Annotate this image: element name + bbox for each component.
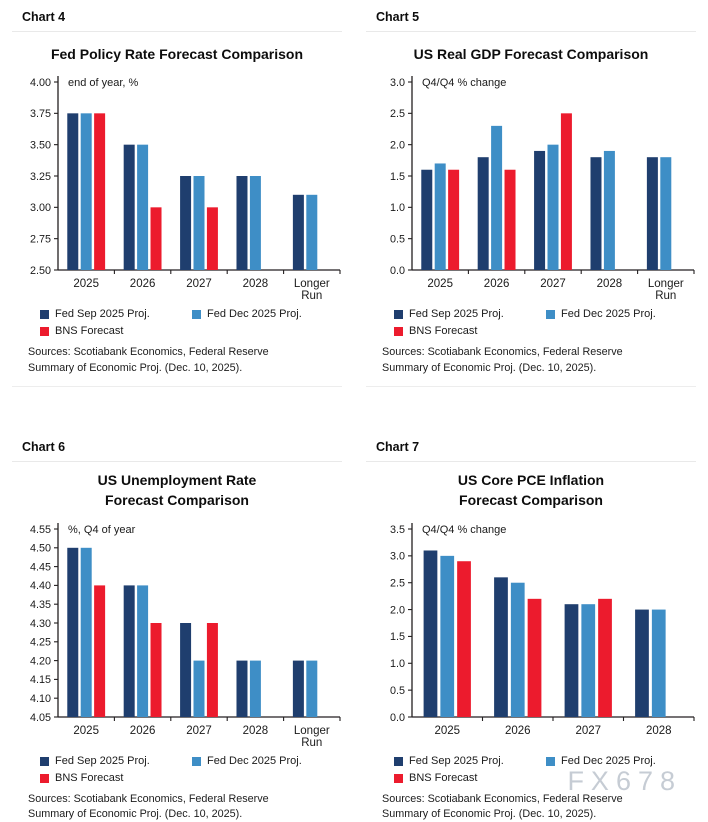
divider — [12, 386, 342, 387]
svg-text:4.20: 4.20 — [29, 654, 51, 667]
svg-text:2028: 2028 — [242, 724, 269, 737]
svg-text:1.0: 1.0 — [389, 202, 405, 215]
svg-text:2025: 2025 — [427, 278, 453, 291]
svg-text:2026: 2026 — [129, 278, 156, 291]
svg-text:4.55: 4.55 — [29, 523, 51, 536]
legend-label: Fed Dec 2025 Proj. — [561, 308, 656, 321]
fed-dec-swatch-icon — [546, 757, 555, 766]
legend-item-bns — [394, 770, 477, 787]
bns-swatch-icon — [40, 327, 49, 336]
fed-sep-swatch-icon — [40, 310, 49, 319]
bns-swatch-icon — [40, 774, 49, 783]
svg-text:2028: 2028 — [596, 278, 623, 291]
sources-note: Sources: Scotiabank Economics, Federal Reserve Summary of Economic Proj. (Dec. 10, 2025). — [382, 346, 623, 374]
svg-text:2.5: 2.5 — [389, 577, 405, 590]
divider — [366, 386, 696, 387]
legend-label: BNS Forecast — [55, 771, 124, 784]
svg-text:LongerRun: Longer Run — [647, 278, 684, 303]
legend-label: BNS Forecast — [409, 771, 478, 784]
svg-text:4.00: 4.00 — [29, 77, 51, 90]
fed-policy-rate-bar-chart — [14, 66, 346, 306]
svg-text:0.0: 0.0 — [389, 265, 405, 278]
svg-text:LongerRun: Longer Run — [293, 724, 330, 749]
legend-item-fed-sep — [394, 306, 546, 323]
svg-text:0.5: 0.5 — [389, 684, 405, 697]
svg-text:3.50: 3.50 — [29, 139, 51, 152]
chart4-panel — [0, 0, 354, 430]
chart7-panel — [354, 430, 708, 820]
svg-text:3.0: 3.0 — [389, 77, 405, 90]
chart4-tag: Chart 4 — [22, 10, 66, 24]
legend-label: Fed Sep 2025 Proj. — [409, 308, 504, 321]
fed-sep-swatch-icon — [394, 310, 403, 319]
chart5-tag: Chart 5 — [376, 10, 420, 24]
real-gdp-bar-chart — [368, 66, 700, 306]
svg-text:4.50: 4.50 — [29, 542, 51, 555]
svg-text:2.5: 2.5 — [389, 108, 405, 121]
svg-text:2.75: 2.75 — [29, 233, 51, 246]
legend-item-fed-dec — [546, 306, 656, 323]
svg-text:3.00: 3.00 — [29, 202, 51, 215]
svg-text:4.35: 4.35 — [29, 598, 51, 611]
svg-text:0.0: 0.0 — [389, 711, 405, 724]
fed-sep-swatch-icon — [394, 757, 403, 766]
svg-text:2.0: 2.0 — [389, 603, 405, 616]
legend-item-bns — [40, 323, 123, 340]
core-pce-inflation-bar-chart — [368, 513, 700, 753]
svg-text:2028: 2028 — [242, 278, 269, 291]
svg-text:3.25: 3.25 — [29, 171, 51, 184]
svg-text:2.0: 2.0 — [389, 139, 405, 152]
svg-text:4.30: 4.30 — [29, 617, 51, 630]
chart7-tag: Chart 7 — [376, 440, 420, 454]
legend-label: Fed Sep 2025 Proj. — [409, 754, 504, 767]
svg-text:4.45: 4.45 — [29, 560, 51, 573]
legend — [366, 306, 696, 340]
svg-text:end of year, %: end of year, % — [68, 77, 139, 90]
divider — [12, 31, 342, 32]
svg-text:4.40: 4.40 — [29, 579, 51, 592]
legend-label: BNS Forecast — [409, 325, 478, 338]
legend-item-fed-dec — [192, 306, 302, 323]
divider — [366, 461, 696, 462]
legend-label: Fed Sep 2025 Proj. — [55, 308, 150, 321]
svg-text:4.15: 4.15 — [29, 673, 51, 686]
bns-swatch-icon — [394, 774, 403, 783]
legend-item-fed-dec — [546, 753, 656, 770]
sources-note: Sources: Scotiabank Economics, Federal Reserve Summary of Economic Proj. (Dec. 10, 2025). — [382, 792, 623, 820]
sources-note: Sources: Scotiabank Economics, Federal Reserve Summary of Economic Proj. (Dec. 10, 2025). — [28, 792, 269, 820]
svg-text:1.0: 1.0 — [389, 657, 405, 670]
fed-dec-swatch-icon — [546, 310, 555, 319]
svg-text:%, Q4 of year: %, Q4 of year — [68, 523, 136, 536]
svg-text:3.0: 3.0 — [389, 550, 405, 563]
svg-text:2025: 2025 — [434, 724, 461, 737]
svg-text:2027: 2027 — [186, 724, 212, 737]
svg-text:2026: 2026 — [483, 278, 510, 291]
legend-label: Fed Dec 2025 Proj. — [207, 308, 302, 321]
chart7-title: US Core PCE Inflation Forecast Comparison — [457, 472, 605, 509]
svg-text:1.5: 1.5 — [389, 171, 405, 184]
sources-note: Sources: Scotiabank Economics, Federal Reserve Summary of Economic Proj. (Dec. 10, 2025). — [28, 346, 269, 374]
legend — [12, 306, 342, 340]
svg-text:1.5: 1.5 — [389, 630, 405, 643]
svg-text:2025: 2025 — [73, 724, 99, 737]
legend-label: Fed Sep 2025 Proj. — [55, 754, 150, 767]
svg-text:2026: 2026 — [504, 724, 531, 737]
svg-text:2027: 2027 — [575, 724, 602, 737]
svg-text:2.50: 2.50 — [29, 265, 51, 278]
svg-text:4.10: 4.10 — [29, 692, 51, 705]
fed-dec-swatch-icon — [192, 310, 201, 319]
legend-item-fed-sep — [394, 753, 546, 770]
legend-item-fed-sep — [40, 753, 192, 770]
svg-text:LongerRun: Longer Run — [293, 278, 330, 303]
svg-text:Q4/Q4 % change: Q4/Q4 % change — [422, 523, 507, 536]
unemployment-rate-bar-chart — [14, 513, 346, 753]
divider — [12, 461, 342, 462]
legend-item-bns — [40, 770, 123, 787]
divider — [366, 31, 696, 32]
chart6-panel — [0, 430, 354, 820]
legend-item-fed-sep — [40, 306, 192, 323]
svg-text:4.05: 4.05 — [29, 711, 51, 724]
fx678-watermark: FX678 — [567, 766, 682, 796]
chart4-title: Fed Policy Rate Forecast Comparison — [50, 46, 304, 62]
chart5-panel — [354, 0, 708, 430]
svg-text:0.5: 0.5 — [389, 233, 405, 246]
svg-text:3.75: 3.75 — [29, 108, 51, 121]
svg-text:2028: 2028 — [645, 724, 672, 737]
svg-text:3.5: 3.5 — [389, 523, 405, 536]
legend-label: Fed Dec 2025 Proj. — [207, 754, 302, 767]
chart5-title: US Real GDP Forecast Comparison — [413, 46, 649, 62]
svg-text:2026: 2026 — [129, 724, 156, 737]
fed-dec-swatch-icon — [192, 757, 201, 766]
legend-item-fed-dec — [192, 753, 302, 770]
legend — [366, 753, 696, 787]
bns-swatch-icon — [394, 327, 403, 336]
svg-text:4.25: 4.25 — [29, 636, 51, 649]
chart6-tag: Chart 6 — [22, 440, 66, 454]
svg-text:2025: 2025 — [73, 278, 99, 291]
legend — [12, 753, 342, 787]
legend-label: BNS Forecast — [55, 325, 124, 338]
fed-sep-swatch-icon — [40, 757, 49, 766]
legend-item-bns — [394, 323, 477, 340]
legend-label: Fed Dec 2025 Proj. — [561, 754, 656, 767]
svg-text:2027: 2027 — [186, 278, 212, 291]
svg-text:2027: 2027 — [540, 278, 566, 291]
chart6-title: US Unemployment Rate Forecast Comparison — [97, 472, 257, 509]
svg-text:Q4/Q4 % change: Q4/Q4 % change — [422, 77, 507, 90]
